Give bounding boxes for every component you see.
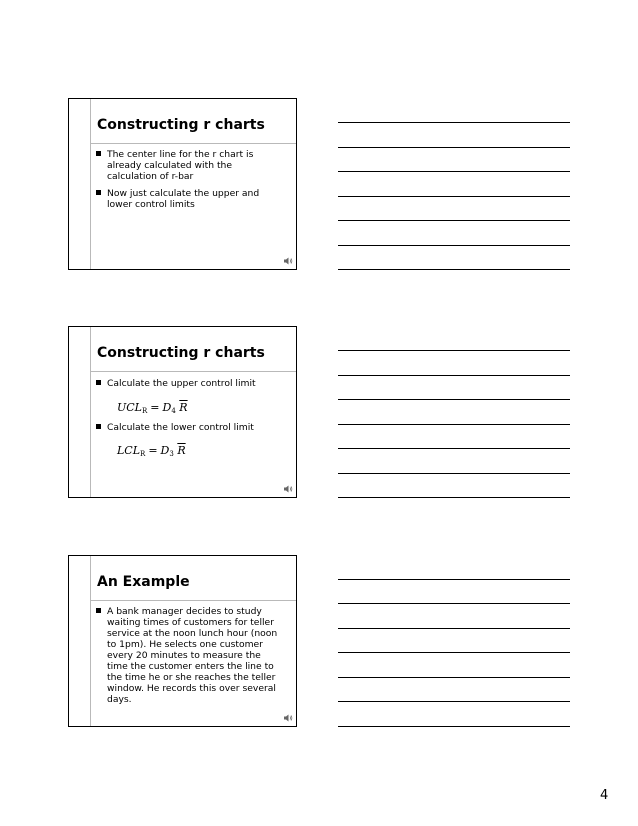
formula-subscript: R	[140, 450, 146, 458]
note-line	[338, 220, 570, 221]
note-line	[338, 269, 570, 270]
slide-title-divider	[90, 143, 296, 144]
note-line	[338, 448, 570, 449]
bullet-item	[96, 606, 284, 705]
speaker-icon	[283, 713, 293, 723]
note-line	[338, 677, 570, 678]
speaker-icon	[283, 256, 293, 266]
page-number: 4	[600, 788, 609, 803]
note-line	[338, 726, 570, 727]
speaker-icon	[283, 484, 293, 494]
slide-title: Constructing r charts	[97, 345, 265, 361]
square-bullet-icon	[96, 424, 101, 429]
slide-title: Constructing r charts	[97, 117, 265, 133]
bullet-text: The center line for the r chart is already calculated with the calculation of r-bar	[107, 149, 254, 182]
note-line	[338, 497, 570, 498]
bullet-item	[96, 378, 284, 389]
bullet-text: Now just calculate the upper and lower control limits	[107, 188, 260, 210]
note-line	[338, 424, 570, 425]
formula-equals: =	[150, 401, 160, 414]
note-line	[338, 196, 570, 197]
slide-title: An Example	[97, 574, 190, 590]
formula-constant: D	[162, 401, 172, 414]
formula-constant-subscript: 3	[169, 450, 174, 458]
formula-r-bar: $\overline{R}$	[177, 444, 186, 457]
bullet-item	[96, 149, 284, 182]
note-line	[338, 628, 570, 629]
note-line	[338, 603, 570, 604]
slide-an-example	[68, 555, 297, 727]
note-line	[338, 171, 570, 172]
note-line	[338, 375, 570, 376]
bullet-list	[96, 149, 284, 216]
slide-title-divider	[90, 600, 296, 601]
formula-lhs: LCL	[117, 444, 141, 457]
square-bullet-icon	[96, 151, 101, 156]
bullet-item	[96, 422, 284, 433]
note-line	[338, 399, 570, 400]
formula-lhs: UCL	[117, 401, 142, 414]
slide-title-divider	[90, 371, 296, 372]
formula-constant: D	[160, 444, 170, 457]
slide-margin-line	[90, 99, 91, 269]
slide-constructing-r-charts-2	[68, 326, 297, 498]
note-line	[338, 701, 570, 702]
square-bullet-icon	[96, 380, 101, 385]
slide-constructing-r-charts-1	[68, 98, 297, 270]
formula-r-bar: $\overline{R}$	[179, 401, 188, 414]
formula-equals: =	[148, 444, 158, 457]
note-line	[338, 579, 570, 580]
note-line	[338, 245, 570, 246]
note-line	[338, 350, 570, 351]
note-line	[338, 652, 570, 653]
bullet-text: Calculate the lower control limit	[107, 422, 254, 433]
slide-margin-line	[90, 327, 91, 497]
note-line	[338, 147, 570, 148]
square-bullet-icon	[96, 190, 101, 195]
formula-constant-subscript: 4	[171, 407, 176, 415]
formula-subscript: R	[142, 407, 148, 415]
square-bullet-icon	[96, 608, 101, 613]
bullet-list	[96, 606, 284, 711]
bullet-text: Calculate the upper control limit	[107, 378, 256, 389]
bullet-item	[96, 188, 284, 210]
note-line	[338, 473, 570, 474]
note-line	[338, 122, 570, 123]
ucl-formula	[117, 401, 188, 415]
bullet-text: A bank manager decides to study waiting times of customers for teller service at the noon lunch hour (noon to 1pm). He selects one customer every 20 minutes to measure the time the customer enters the line to the time he or she reaches the teller window. He records this over several days.	[107, 606, 278, 705]
lcl-formula	[117, 444, 186, 458]
slide-margin-line	[90, 556, 91, 726]
